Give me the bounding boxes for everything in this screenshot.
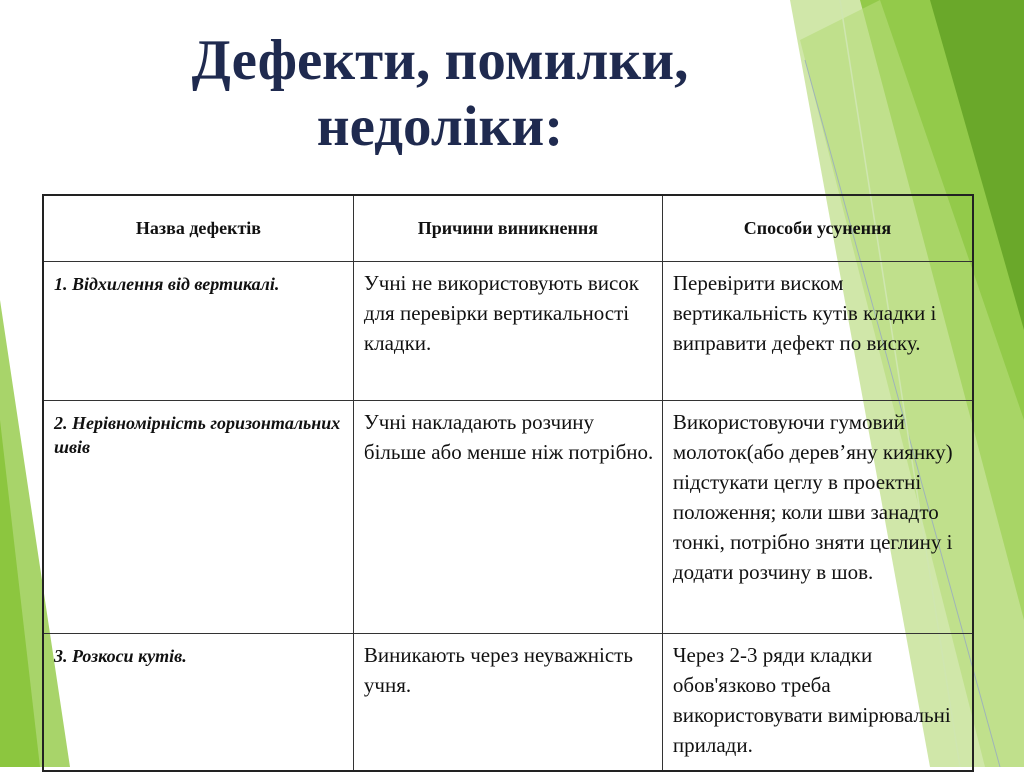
header-causes: Причини виникнення [353,195,662,262]
defect-name-cell: 1. Відхилення від вертикалі. [43,262,353,401]
defect-name-cell: 2. Нерівномірність горизонтальних швів [43,401,353,634]
table-row [43,634,973,772]
defect-name-cell: 3. Розкоси кутів. [43,634,353,772]
table-row [43,401,973,634]
table-row [43,262,973,401]
remedy-cell: Перевірити виском вертикальність кутів кладки і виправити дефект по виску. [662,262,973,401]
cause-cell: Виникають через неуважність учня. [353,634,662,772]
header-defect-name: Назва дефектів [43,195,353,262]
title-line-1: Дефекти, помилки, [191,29,689,92]
cause-cell: Учні накладають розчину більше або менше ніж потрібно. [353,401,662,634]
table-header-row [43,195,973,262]
remedy-cell: Використовуючи гумовий молоток(або дерев’яну киянку) підстукати цеглу в проектні положення; коли шви занадто тонкі, потрібно зняти цеглину і додати розчину в шов. [662,401,973,634]
remedy-cell: Через 2-3 ряди кладки обов'язково треба використовувати вимірювальні прилади. [662,634,973,772]
defects-table [42,194,974,772]
cause-cell: Учні не використовують висок для перевірки вертикальності кладки. [353,262,662,401]
header-remedies: Способи усунення [662,195,973,262]
title-line-2: недоліки: [316,95,564,158]
page-title [0,28,880,160]
